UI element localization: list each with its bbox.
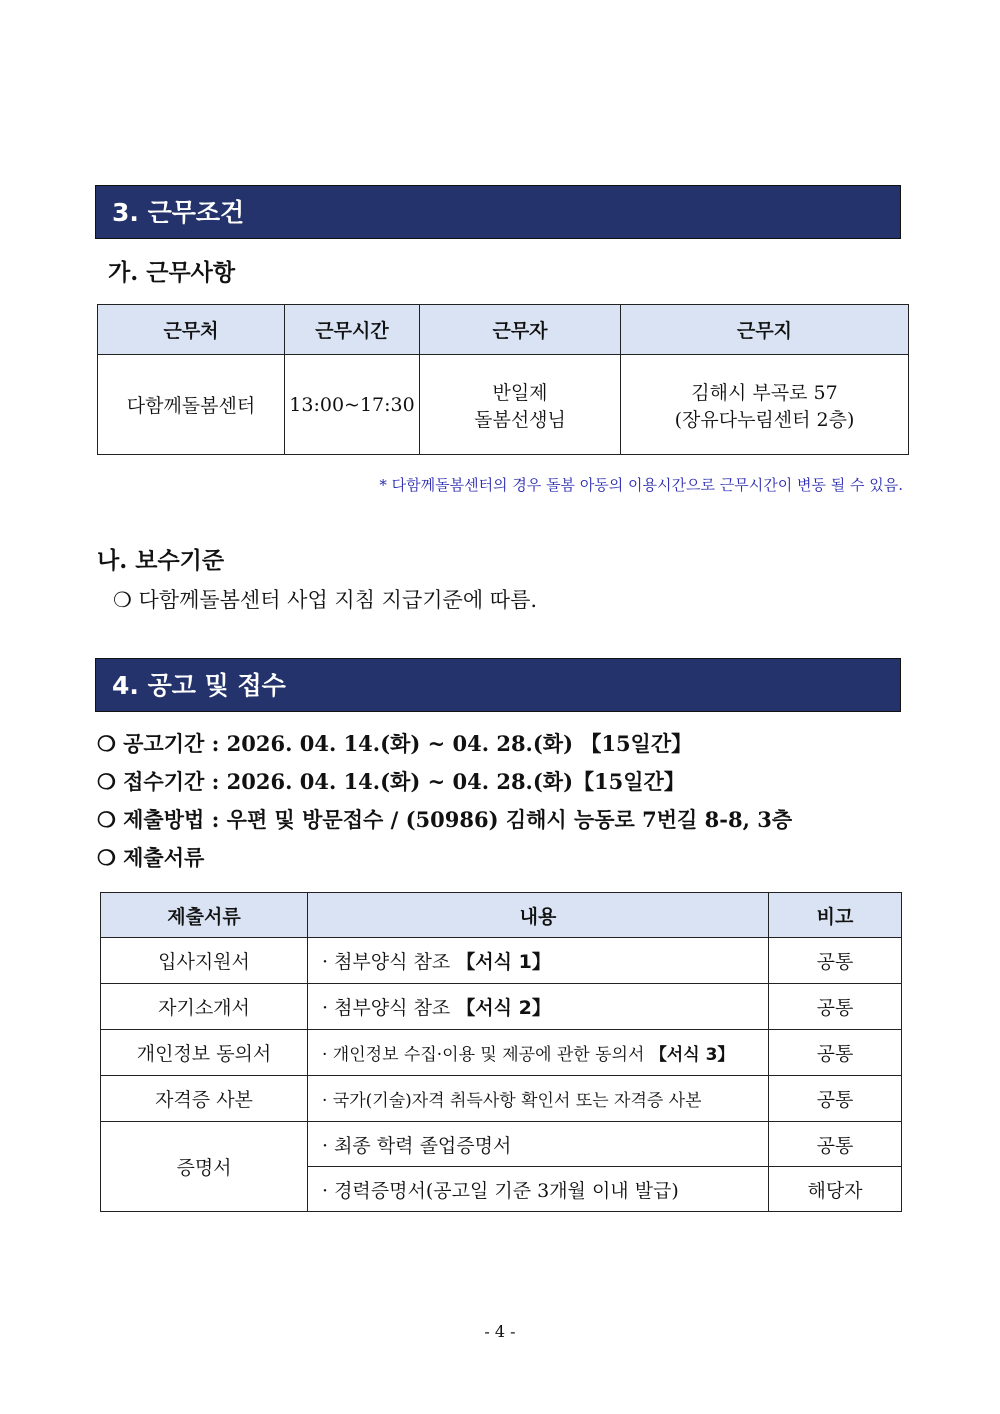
form-ref: 【서식 1】 bbox=[456, 951, 551, 973]
cell-content bbox=[308, 1030, 769, 1076]
header-doc: 제출서류 bbox=[101, 893, 308, 938]
header-location: 근무지 bbox=[621, 305, 909, 355]
location-line1: 김해시 부곡로 57 bbox=[691, 381, 838, 404]
header-hours: 근무시간 bbox=[285, 305, 420, 355]
cell-doc: 자기소개서 bbox=[101, 984, 308, 1030]
cell-content: · 최종 학력 졸업증명서 bbox=[308, 1122, 769, 1167]
table-row bbox=[101, 938, 902, 984]
worker-line1: 반일제 bbox=[492, 381, 548, 404]
table-row bbox=[101, 984, 902, 1030]
worker-line2: 돌봄선생님 bbox=[474, 408, 566, 431]
header-place: 근무처 bbox=[98, 305, 285, 355]
documents-table bbox=[100, 892, 902, 1212]
form-ref: 【서식 3】 bbox=[649, 1045, 735, 1065]
header-content: 내용 bbox=[308, 893, 769, 938]
cell-location bbox=[621, 355, 909, 455]
subsection-a-title: 가. 근무사항 bbox=[108, 259, 236, 286]
form-ref: 【서식 2】 bbox=[456, 997, 551, 1019]
table-row bbox=[101, 1076, 902, 1122]
cell-doc: 증명서 bbox=[101, 1122, 308, 1212]
posting-period: ❍ 공고기간 : 2026. 04. 14.(화) ~ 04. 28.(화) 【15일간】 bbox=[97, 731, 693, 756]
section-3-title: 3. 근무조건 bbox=[95, 185, 901, 239]
section-4-title: 4. 공고 및 접수 bbox=[95, 658, 901, 712]
header-note: 비고 bbox=[769, 893, 902, 938]
subsection-b-title: 나. 보수기준 bbox=[97, 547, 225, 574]
cell-note: 해당자 bbox=[769, 1167, 902, 1212]
cell-content: · 국가(기술)자격 취득사항 확인서 또는 자격증 사본 bbox=[308, 1076, 769, 1122]
submission-method: ❍ 제출방법 : 우편 및 방문접수 / (50986) 김해시 능동로 7번길 8-8, 3층 bbox=[97, 807, 793, 832]
cell-doc: 개인정보 동의서 bbox=[101, 1030, 308, 1076]
cell-note: 공통 bbox=[769, 1030, 902, 1076]
required-documents-label: ❍ 제출서류 bbox=[97, 845, 205, 870]
content-text: · 첨부양식 참조 bbox=[322, 951, 457, 973]
work-conditions-table bbox=[97, 304, 909, 455]
pay-standard: ❍ 다함께돌봄센터 사업 지침 지급기준에 따름. bbox=[113, 588, 538, 612]
cell-hours: 13:00~17:30 bbox=[285, 355, 420, 455]
cell-doc: 자격증 사본 bbox=[101, 1076, 308, 1122]
cell-note: 공통 bbox=[769, 1122, 902, 1167]
cell-note: 공통 bbox=[769, 1076, 902, 1122]
cell-content bbox=[308, 984, 769, 1030]
cell-content: · 경력증명서(공고일 기준 3개월 이내 발급) bbox=[308, 1167, 769, 1212]
table-row bbox=[98, 355, 909, 455]
cell-note: 공통 bbox=[769, 984, 902, 1030]
application-period: ❍ 접수기간 : 2026. 04. 14.(화) ~ 04. 28.(화)【15일간】 bbox=[97, 769, 685, 794]
table-row bbox=[101, 1030, 902, 1076]
cell-note: 공통 bbox=[769, 938, 902, 984]
header-worker: 근무자 bbox=[420, 305, 621, 355]
cell-content bbox=[308, 938, 769, 984]
hours-note: * 다함께돌봄센터의 경우 돌봄 아동의 이용시간으로 근무시간이 변동 될 수 있음. bbox=[379, 476, 903, 494]
location-line2: (장유다누림센터 2층) bbox=[674, 408, 855, 431]
page-number: - 4 - bbox=[484, 1322, 516, 1341]
content-text: · 개인정보 수집·이용 및 제공에 관한 동의서 bbox=[322, 1045, 650, 1065]
table-row bbox=[101, 1122, 902, 1167]
content-text: · 첨부양식 참조 bbox=[322, 997, 457, 1019]
cell-place: 다함께돌봄센터 bbox=[98, 355, 285, 455]
cell-worker bbox=[420, 355, 621, 455]
cell-doc: 입사지원서 bbox=[101, 938, 308, 984]
